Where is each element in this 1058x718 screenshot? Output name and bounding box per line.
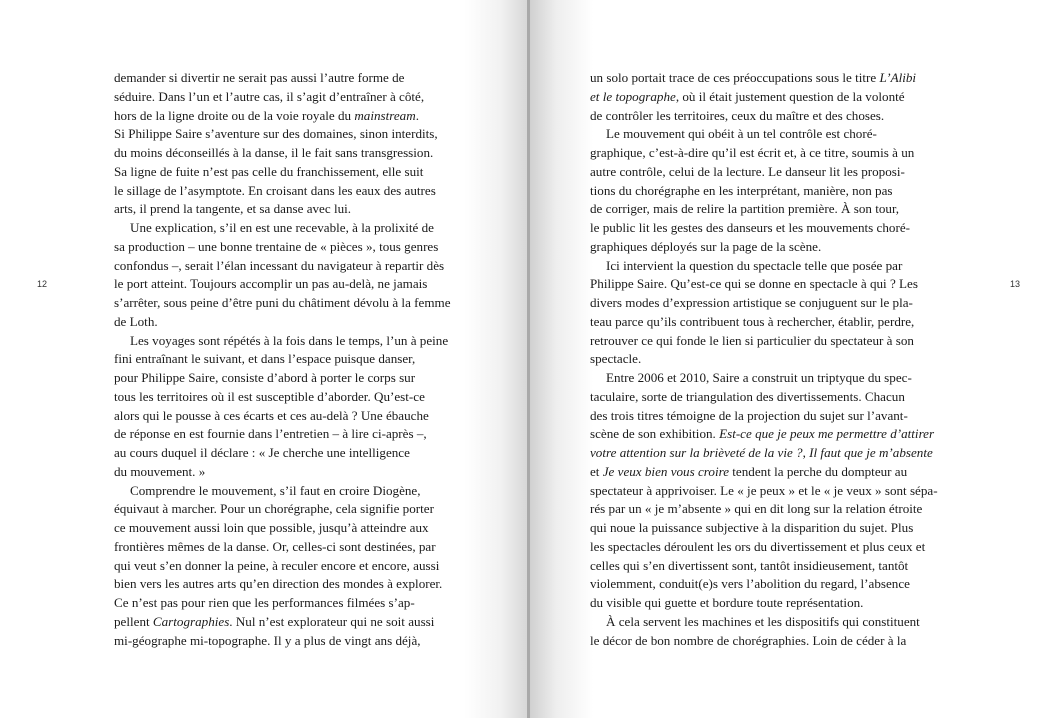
text-line <box>114 219 474 238</box>
left-page <box>0 0 528 718</box>
text-line <box>114 632 474 651</box>
text-segment: demander si divertir ne serait pas aussi l’autre forme de <box>114 70 405 85</box>
text-line <box>114 238 474 257</box>
right-page <box>530 0 1058 718</box>
text-segment: mi-géographe mi-topographe. Il y a plus de vingt ans déjà, <box>114 632 421 648</box>
text-segment: Les voyages sont répétés à la fois dans le temps, l’un à peine <box>130 332 449 348</box>
text-segment: et <box>590 463 603 479</box>
italic-text-segment: L’Alibi <box>879 70 917 85</box>
text-line <box>590 407 960 426</box>
text-segment: rés par un « je m’absente » qui en dit long sur la relation étroite <box>590 501 923 517</box>
text-segment: autre contrôle, celui de la lecture. Le danseur lit les proposi- <box>590 163 905 179</box>
text-line <box>590 144 960 163</box>
text-segment: le port atteint. Toujours accomplir un pas au-delà, ne jamais <box>114 276 428 292</box>
text-segment: équivaut à marcher. Pour un chorégraphe, cela signifie porter <box>114 501 434 517</box>
text-segment: de corriger, mais de relire la partition première. À son tour, <box>590 201 900 217</box>
text-segment: frontières mêmes de la danse. Or, celles-ci sont destinées, par <box>114 538 436 554</box>
text-segment: . <box>415 107 419 123</box>
text-segment: retrouver ce qui fonde le lien si particulier du spectateur à son <box>590 332 914 348</box>
text-segment: scène de son exhibition. <box>590 426 720 442</box>
text-segment: de réponse en est fournie dans l’entretien – à lire ci-après –, <box>114 426 427 442</box>
text-line <box>590 444 960 463</box>
text-segment: pour Philippe Saire, consiste d’abord à porter le corps sur <box>114 370 416 385</box>
text-line <box>114 200 474 219</box>
text-line <box>114 294 474 313</box>
text-line <box>590 350 960 369</box>
italic-text-segment: Cartographies <box>152 613 230 629</box>
text-segment: des trois titres témoigne de la projection du sujet sur l’avant- <box>590 407 908 423</box>
italic-text-segment: votre attention sur la brièveté de la vie ? <box>590 445 803 460</box>
text-line <box>590 294 960 313</box>
text-segment: ce mouvement aussi loin que possible, jusqu’à atteindre aux <box>114 520 429 535</box>
text-line <box>114 482 474 501</box>
text-segment: spectacle. <box>590 351 642 367</box>
text-line <box>590 69 960 88</box>
text-line <box>114 519 474 538</box>
text-line <box>590 557 960 576</box>
text-segment: . Nul n’est explorateur qui ne soit aussi <box>229 613 435 629</box>
text-line <box>590 500 960 519</box>
text-segment: bien vers les autres arts qu’en direction des mondes à explorer. <box>114 576 443 592</box>
text-line <box>114 425 474 444</box>
text-line <box>590 257 960 276</box>
text-line <box>114 557 474 576</box>
text-line <box>590 200 960 219</box>
left-page-text <box>114 69 474 650</box>
text-line <box>590 369 960 388</box>
text-segment: le sillage de l’asymptote. En croisant dans les eaux des autres <box>114 182 436 198</box>
italic-text-segment: et le topographe <box>590 88 676 104</box>
text-line <box>590 125 960 144</box>
text-line <box>590 575 960 594</box>
text-line <box>114 500 474 519</box>
text-line <box>114 407 474 426</box>
text-segment: graphiques déployés sur la page de la scène. <box>590 238 822 254</box>
text-segment: , où il était justement question de la volonté <box>675 88 905 104</box>
text-line <box>114 369 474 388</box>
text-line <box>114 444 474 463</box>
text-segment: qui veut s’en donner la peine, à reculer encore et encore, aussi <box>114 557 440 573</box>
text-line <box>114 594 474 613</box>
text-segment: hors de la ligne droite ou de la voie royale du <box>114 107 355 123</box>
text-segment: qui noue la puissance subjective à la disparition du sujet. Plus <box>590 520 914 535</box>
text-segment: un solo portait trace de ces préoccupations sous le titre <box>590 70 880 85</box>
text-line <box>114 69 474 88</box>
text-segment: arts, il prend la tangente, et sa danse avec lui. <box>114 201 352 217</box>
text-segment: spectateur à apprivoiser. Le « je peux » et le « je veux » sont sépa- <box>590 482 938 498</box>
text-line <box>114 538 474 557</box>
text-segment: teau parce qu’ils contribuent tous à rechercher, établir, perdre, <box>590 313 915 329</box>
text-segment: sa production – une bonne trentaine de « pièces », tous genres <box>114 238 439 254</box>
text-segment: alors qui le pousse à ces écarts et ces au-delà ? Une ébauche <box>114 407 429 423</box>
text-segment: Sa ligne de fuite n’est pas celle du franchissement, elle suit <box>114 163 424 179</box>
text-line <box>114 388 474 407</box>
text-line <box>590 219 960 238</box>
text-line <box>114 613 474 632</box>
right-page-text <box>590 69 960 650</box>
text-line <box>114 332 474 351</box>
text-segment: de Loth. <box>114 313 158 329</box>
text-segment: celles qui s’en divertissent sont, tantôt insidieusement, tantôt <box>590 557 909 573</box>
text-line <box>590 313 960 332</box>
text-segment: Entre 2006 et 2010, Saire a construit un triptyque du spec- <box>606 370 912 385</box>
text-line <box>114 125 474 144</box>
text-segment: du visible qui guette et bordure toute représentation. <box>590 595 864 610</box>
text-line <box>590 107 960 126</box>
italic-text-segment: Je veux bien vous croire <box>602 463 730 479</box>
text-line <box>590 388 960 407</box>
text-segment: séduire. Dans l’un et l’autre cas, il s’agit d’entraîner à côté, <box>114 88 425 104</box>
text-segment: s’arrêter, sous peine d’être puni du châtiment dévolu à la femme <box>114 295 451 310</box>
text-segment: graphique, c’est-à-dire qu’il est écrit et, à ce titre, soumis à un <box>590 145 915 160</box>
italic-text-segment: Il faut que je m’absente <box>809 445 933 460</box>
text-line <box>114 144 474 163</box>
text-segment: divers modes d’expression artistique se conjuguent sur le pla- <box>590 295 913 310</box>
text-segment: confondus –, serait l’élan incessant du navigateur à repartir dès <box>114 257 445 273</box>
text-line <box>590 182 960 201</box>
text-segment: au cours duquel il déclare : « Je cherche une intelligence <box>114 445 410 460</box>
text-segment: tions du chorégraphe en les interprétant, manière, non pas <box>590 182 893 198</box>
text-segment: , <box>802 445 810 460</box>
text-line <box>590 163 960 182</box>
text-segment: Philippe Saire. Qu’est-ce qui se donne en spectacle à qui ? Les <box>590 276 918 292</box>
text-segment: pellent <box>114 613 153 629</box>
text-segment: tous les territoires où il est susceptible d’aborder. Qu’est-ce <box>114 388 425 404</box>
page-number-left: 12 <box>37 279 48 289</box>
text-line <box>114 313 474 332</box>
text-line <box>590 613 960 632</box>
text-line <box>590 632 960 651</box>
text-line <box>114 163 474 182</box>
text-line <box>114 350 474 369</box>
text-line <box>590 238 960 257</box>
text-segment: le public lit les gestes des danseurs et les mouvements choré- <box>590 220 910 235</box>
text-line <box>114 182 474 201</box>
text-line <box>590 594 960 613</box>
text-line <box>114 257 474 276</box>
text-segment: tendent la perche du dompteur au <box>729 463 908 479</box>
text-line <box>114 575 474 594</box>
text-line <box>590 463 960 482</box>
italic-text-segment: Est-ce que je peux me permettre d’attirer <box>719 426 935 442</box>
text-line <box>590 88 960 107</box>
text-segment: Comprendre le mouvement, s’il faut en croire Diogène, <box>130 482 421 498</box>
text-segment: Ici intervient la question du spectacle telle que posée par <box>606 257 903 273</box>
text-line <box>590 275 960 294</box>
text-segment: de contrôler les territoires, ceux du maître et des choses. <box>590 107 885 123</box>
text-segment: À cela servent les machines et les dispositifs qui constituent <box>606 613 920 629</box>
text-segment: Le mouvement qui obéit à un tel contrôle est choré- <box>606 126 877 142</box>
text-segment: Si Philippe Saire s’aventure sur des domaines, sinon interdits, <box>114 126 438 142</box>
text-line <box>114 107 474 126</box>
page-number-right: 13 <box>1010 279 1021 289</box>
text-line <box>590 482 960 501</box>
text-segment: du moins déconseillés à la danse, il le fait sans transgression. <box>114 145 434 160</box>
text-segment: Ce n’est pas pour rien que les performances filmées s’ap- <box>114 595 415 610</box>
text-segment: Une explication, s’il en est une recevable, à la prolixité de <box>130 220 434 235</box>
text-segment: les spectacles déroulent les ors du divertissement et plus ceux et <box>590 538 926 554</box>
text-line <box>590 425 960 444</box>
text-line <box>590 519 960 538</box>
text-segment: taculaire, sorte de triangulation des divertissements. Chacun <box>590 388 905 404</box>
italic-text-segment: mainstream <box>354 107 416 123</box>
text-line <box>590 332 960 351</box>
text-line <box>590 538 960 557</box>
text-segment: le décor de bon nombre de chorégraphies. Loin de céder à la <box>590 632 907 648</box>
text-line <box>114 275 474 294</box>
text-segment: du mouvement. » <box>114 463 206 479</box>
text-segment: fini entraînant le suivant, et dans l’espace puisque danser, <box>114 351 416 367</box>
text-segment: violemment, conduit(e)s vers l’abolition du regard, l’absence <box>590 576 910 592</box>
text-line <box>114 88 474 107</box>
text-line <box>114 463 474 482</box>
